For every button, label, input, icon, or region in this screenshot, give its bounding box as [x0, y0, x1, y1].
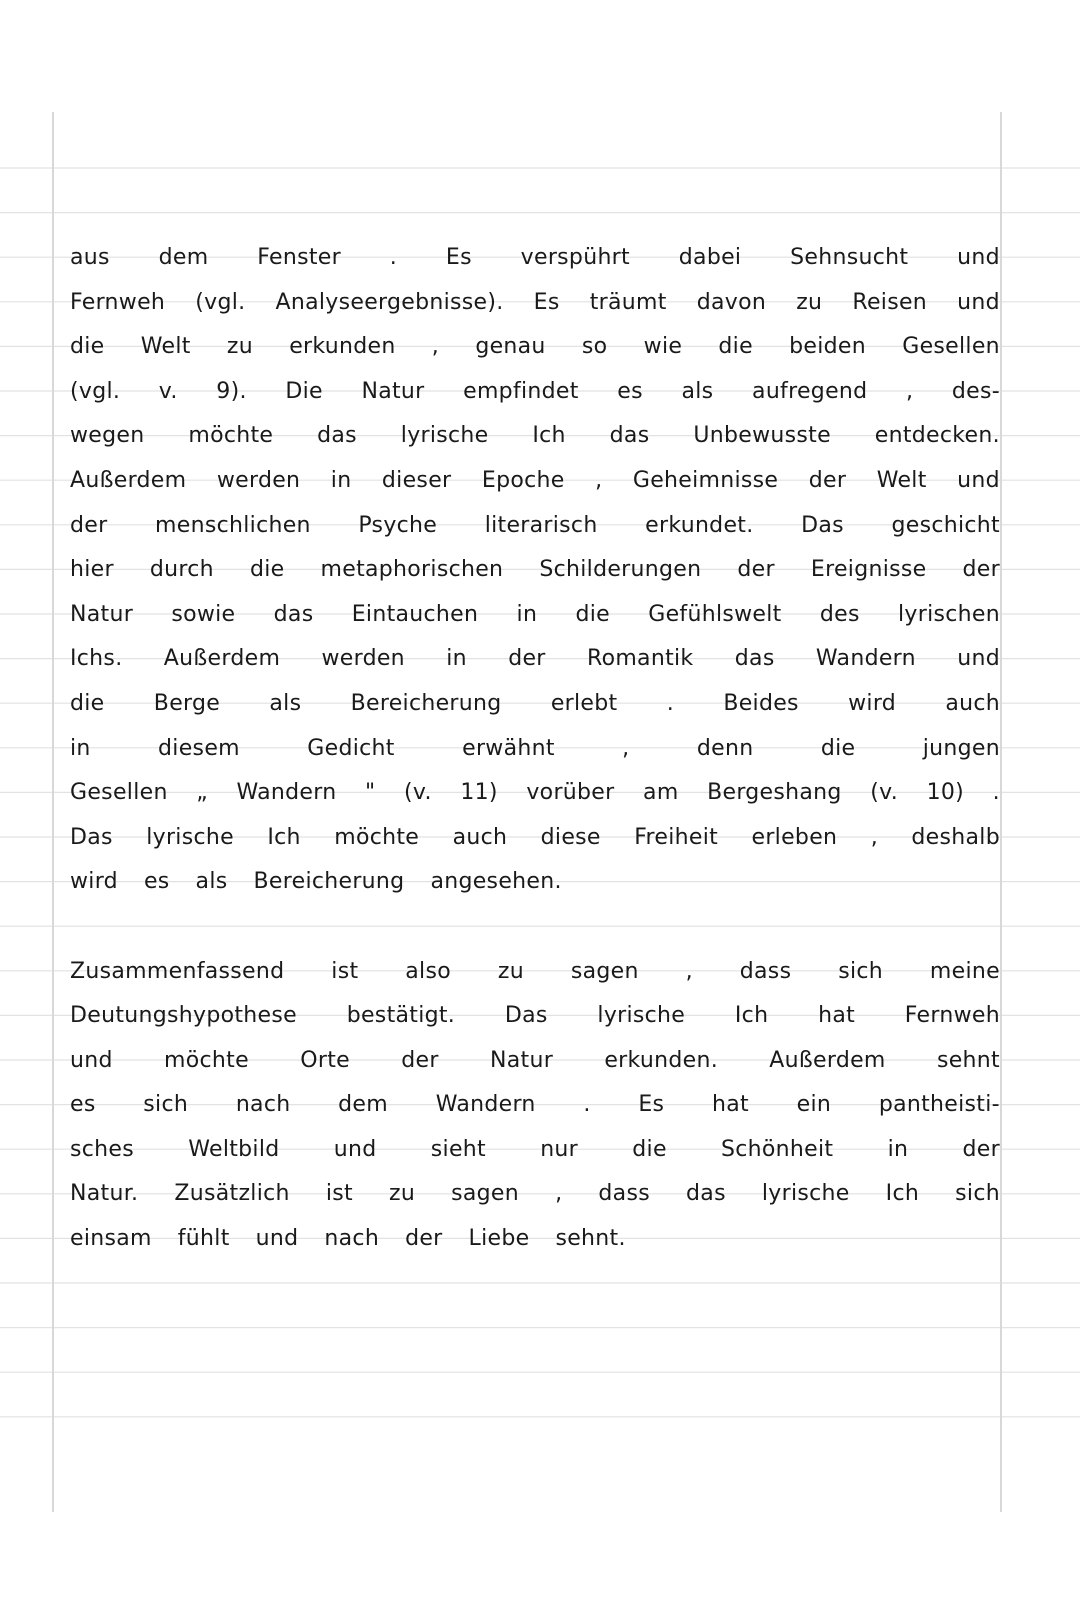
handwritten-word: (v. [403, 780, 432, 806]
handwritten-word: lyrische [597, 1003, 686, 1029]
handwritten-word: Fernweh [70, 289, 166, 315]
handwritten-word: (v. [870, 780, 899, 806]
handwritten-word: und [957, 245, 1000, 270]
handwritten-word: Weltbild [188, 1136, 280, 1162]
handwritten-word: der [962, 1136, 1000, 1162]
handwritten-word: Schilderungen [539, 557, 702, 583]
handwritten-word: als [195, 869, 228, 895]
handwritten-word: (vgl. [195, 289, 246, 315]
handwritten-word: aufregend [752, 378, 868, 404]
handwritten-word: die [249, 557, 285, 583]
handwritten-word: Romantik [586, 646, 694, 672]
handwritten-word: das [686, 1181, 726, 1207]
handwritten-word: diesem [158, 735, 240, 761]
text-line [70, 860, 1000, 905]
handwritten-word: und [957, 646, 1000, 672]
handwritten-word: das [317, 423, 357, 449]
handwritten-word: . [389, 245, 398, 270]
handwritten-word: möchte [164, 1047, 249, 1073]
text-line [70, 459, 1000, 504]
handwritten-word: die [718, 334, 753, 360]
handwritten-word: Bereicherung [253, 869, 405, 895]
handwritten-word: bestätigt. [346, 1003, 456, 1029]
handwritten-word: wird [848, 690, 897, 716]
handwritten-word: hat [712, 1092, 749, 1118]
handwritten-word: Reisen [852, 289, 928, 315]
handwritten-word: Natur [70, 601, 134, 627]
handwritten-word: zu [226, 334, 253, 360]
handwritten-word: verspührt [520, 245, 630, 270]
handwritten-word: erlebt [550, 690, 618, 716]
handwritten-word: Wandern [435, 1092, 536, 1118]
handwritten-word: träumt [589, 289, 667, 315]
handwritten-word: 11) [460, 780, 498, 806]
handwritten-word: Natur [361, 378, 425, 404]
handwritten-word: Epoche [481, 467, 565, 493]
handwritten-word: Außerdem [769, 1047, 886, 1073]
handwritten-word: zu [388, 1181, 416, 1207]
handwritten-word: nach [235, 1092, 291, 1118]
handwritten-word: Liebe [468, 1226, 530, 1252]
handwritten-word: 9). [216, 378, 247, 404]
handwritten-word: sich [838, 958, 884, 984]
handwritten-word: meine [929, 958, 1000, 984]
handwritten-word: v. [158, 378, 178, 404]
handwritten-word: der [401, 1047, 439, 1073]
handwritten-word: ist [331, 958, 359, 984]
handwritten-word: , [622, 735, 630, 761]
text-line [70, 370, 1000, 415]
handwritten-word: , [595, 467, 603, 493]
handwritten-word: die [575, 601, 610, 627]
text-line [70, 281, 1000, 326]
handwritten-word: jungen [922, 735, 1000, 761]
left-margin-line [52, 112, 54, 1512]
handwritten-word: Beides [723, 690, 799, 716]
handwritten-word: 10) [926, 780, 965, 806]
handwritten-word: einsam [70, 1226, 152, 1252]
handwritten-word: (vgl. [70, 378, 121, 404]
handwritten-word: sagen [570, 958, 639, 984]
handwritten-word: erwähnt [462, 735, 555, 761]
handwritten-word: Berge [153, 690, 221, 716]
handwritten-word: es [70, 1092, 96, 1118]
handwritten-word: Gefühlswelt [648, 601, 782, 627]
handwritten-word: fühlt [177, 1226, 230, 1252]
handwritten-word: erkunden [289, 334, 396, 360]
text-line [70, 548, 1000, 593]
handwritten-word: beiden [789, 334, 867, 360]
handwritten-word: dabei [678, 245, 742, 270]
handwritten-word: sich [955, 1181, 1000, 1207]
handwritten-word: menschlichen [155, 512, 311, 538]
handwritten-word: Ich [885, 1181, 920, 1207]
handwritten-word: „ [196, 780, 208, 806]
handwritten-word: durch [149, 557, 214, 583]
handwritten-word: also [405, 958, 451, 984]
handwritten-word: Welt [140, 334, 191, 360]
handwritten-word: Gesellen [902, 334, 1000, 360]
text-line [70, 504, 1000, 549]
handwritten-word: sches [70, 1136, 134, 1162]
handwritten-word: Zusammenfassend [70, 958, 285, 984]
handwritten-word: dieser [381, 467, 452, 493]
handwritten-word: Deutungshypothese [70, 1003, 297, 1029]
handwritten-word: und [957, 289, 1000, 315]
handwritten-word: Ichs. [70, 646, 123, 672]
text-line [70, 1217, 1000, 1262]
handwritten-word: literarisch [484, 512, 598, 538]
handwritten-word: erleben [751, 824, 838, 850]
handwritten-word: ein [796, 1092, 832, 1118]
handwritten-word: empfindet [463, 378, 579, 404]
handwritten-word: Freiheit [634, 824, 719, 850]
handwritten-word: die [70, 690, 105, 716]
handwritten-word: Ich [267, 824, 301, 850]
text-line [70, 236, 1000, 281]
handwritten-word: geschicht [891, 512, 1000, 538]
handwritten-word: am [643, 780, 679, 806]
handwritten-word: diese [540, 824, 601, 850]
handwritten-word: , [431, 334, 440, 360]
text-line [70, 950, 1000, 995]
handwritten-word: Es [638, 1092, 665, 1118]
handwritten-word: Wandern [815, 646, 916, 672]
right-margin-line [1000, 112, 1002, 1512]
handwritten-text [70, 236, 1000, 1262]
handwritten-word: Eintauchen [351, 601, 479, 627]
handwritten-word: davon [696, 289, 767, 315]
handwritten-word: Fernweh [904, 1003, 1000, 1029]
handwritten-word: , [685, 958, 693, 984]
handwritten-word: so [581, 334, 608, 360]
handwritten-word: es [617, 378, 643, 404]
text-line [70, 1128, 1000, 1173]
handwritten-word: die [632, 1136, 667, 1162]
handwritten-word: nur [540, 1136, 579, 1162]
text-line [70, 637, 1000, 682]
handwritten-word: des [819, 601, 860, 627]
handwritten-word: sieht [430, 1136, 486, 1162]
text-line [70, 994, 1000, 1039]
handwritten-word: deshalb [911, 824, 1000, 850]
handwritten-word: Sehnsucht [790, 245, 909, 270]
handwritten-word: Gesellen [70, 780, 168, 806]
handwritten-word: Das [801, 512, 844, 538]
text-line [70, 1172, 1000, 1217]
handwritten-word: , [906, 378, 914, 404]
handwritten-word: der [737, 557, 775, 583]
handwritten-word: es [143, 869, 170, 895]
handwritten-word: zu [497, 958, 524, 984]
paragraph-gap [70, 905, 1000, 950]
handwritten-word: in [446, 646, 467, 672]
handwritten-word: genau [475, 334, 546, 360]
handwritten-word: entdecken. [874, 423, 1000, 449]
handwritten-word: in [516, 601, 538, 627]
handwritten-word: in [887, 1136, 909, 1162]
handwritten-word: erkunden. [604, 1047, 718, 1073]
handwritten-word: auch [452, 824, 508, 850]
handwritten-word: und [70, 1047, 113, 1073]
handwritten-word: dem [158, 245, 209, 270]
handwritten-word: dem [338, 1092, 389, 1118]
handwritten-word: Welt [876, 467, 927, 493]
handwritten-word: Analyseergebnisse). [275, 289, 504, 315]
handwritten-word: des- [951, 378, 1000, 404]
handwritten-word: , [555, 1181, 563, 1207]
handwritten-word: zu [796, 289, 823, 315]
text-line [70, 816, 1000, 861]
handwritten-word: Zusätzlich [174, 1181, 290, 1207]
text-line [70, 1039, 1000, 1084]
handwritten-word: und [957, 467, 1000, 493]
handwritten-word: erkundet. [645, 512, 754, 538]
handwritten-word: möchte [334, 824, 420, 850]
handwritten-word: das [273, 601, 314, 627]
handwritten-word: hier [70, 557, 114, 583]
handwritten-word: Orte [300, 1047, 350, 1073]
handwritten-word: Das [504, 1003, 548, 1029]
handwritten-word: Natur [489, 1047, 554, 1073]
handwritten-word: das [734, 646, 775, 672]
handwritten-word: sich [143, 1092, 189, 1118]
handwritten-word: Gedicht [307, 735, 395, 761]
handwritten-word: sehnt [936, 1047, 1000, 1073]
handwritten-word: sowie [171, 601, 236, 627]
handwritten-word: angesehen. [430, 869, 562, 895]
handwritten-word: in [330, 467, 352, 493]
handwritten-word: pantheisti- [878, 1092, 1000, 1118]
handwritten-word: lyrische [400, 423, 489, 449]
handwritten-word: Ich [532, 423, 566, 449]
handwritten-word: Fenster [257, 245, 341, 270]
handwritten-word: der [70, 512, 108, 538]
handwritten-word: metaphorischen [320, 557, 504, 583]
handwritten-word: . [666, 690, 675, 716]
handwritten-word: das [609, 423, 650, 449]
handwritten-word: als [681, 378, 714, 404]
handwritten-word: Es [445, 245, 472, 270]
handwritten-word: werden [321, 646, 405, 672]
text-line [70, 727, 1000, 772]
handwritten-word: dass [739, 958, 792, 984]
handwritten-word: in [70, 735, 91, 761]
handwritten-word: Natur. [70, 1181, 139, 1207]
handwritten-word: werden [216, 467, 301, 493]
handwritten-word: der [808, 467, 847, 493]
handwritten-word: Ich [734, 1003, 769, 1029]
handwritten-word: denn [696, 735, 754, 761]
handwritten-word: sagen [451, 1181, 520, 1207]
handwritten-word: Bereicherung [350, 690, 502, 716]
handwritten-word: der [962, 557, 1000, 583]
handwritten-word: lyrischen [898, 601, 1000, 627]
handwritten-word: und [333, 1136, 377, 1162]
handwritten-word: möchte [188, 423, 274, 449]
handwritten-word: Ereignisse [810, 557, 927, 583]
handwritten-word: vorüber [526, 780, 615, 806]
handwritten-word: dass [598, 1181, 650, 1207]
handwritten-word: . [583, 1092, 591, 1118]
handwritten-word: sehnt. [555, 1226, 626, 1252]
handwritten-word: die [820, 735, 856, 761]
handwritten-word: Psyche [358, 512, 438, 538]
handwritten-word: lyrische [146, 824, 234, 850]
text-line [70, 1083, 1000, 1128]
text-line [70, 682, 1000, 727]
handwritten-word: wegen [70, 423, 145, 449]
handwritten-word: . [992, 780, 1000, 806]
handwritten-word: der [405, 1226, 443, 1252]
handwritten-word: nach [324, 1226, 380, 1252]
handwritten-word: Außerdem [70, 467, 187, 493]
handwritten-word: Schönheit [721, 1136, 834, 1162]
handwritten-word: Wandern [236, 780, 337, 806]
handwritten-word: Geheimnisse [632, 467, 779, 493]
handwritten-word: der [508, 646, 546, 672]
text-line [70, 771, 1000, 816]
handwritten-word: wie [643, 334, 683, 360]
handwritten-word: Unbewusste [693, 423, 831, 449]
handwritten-word: ist [325, 1181, 353, 1207]
handwritten-word: Außerdem [163, 646, 281, 672]
handwritten-word: lyrische [761, 1181, 850, 1207]
text-line [70, 593, 1000, 638]
handwritten-word: wird [70, 869, 118, 895]
handwritten-word: die [70, 334, 105, 360]
text-line [70, 325, 1000, 370]
text-line [70, 414, 1000, 459]
handwritten-word: Bergeshang [707, 780, 842, 806]
handwritten-word: auch [945, 690, 1000, 716]
handwritten-word: , [870, 824, 878, 850]
handwritten-word: und [255, 1226, 299, 1252]
handwritten-word: Es [533, 289, 560, 315]
handwritten-word: aus [70, 245, 110, 270]
handwritten-word: Das [70, 824, 113, 850]
handwritten-word: als [269, 690, 302, 716]
handwritten-word: hat [818, 1003, 856, 1029]
handwritten-word: Die [285, 378, 323, 404]
handwritten-word: " [365, 780, 376, 806]
